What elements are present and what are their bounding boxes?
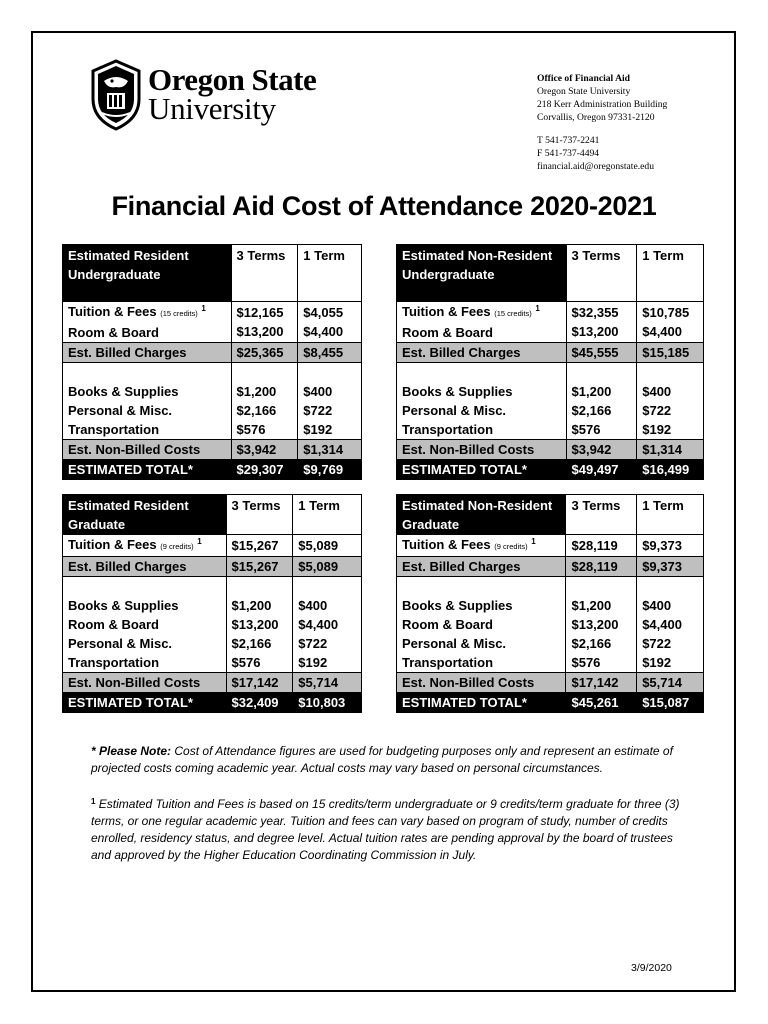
cell-1-term: $10,785 $4,400 <box>637 302 704 343</box>
cell-1-term: $4,055 $4,400 <box>298 302 362 343</box>
row-estimated-total: ESTIMATED TOTAL* $32,409 $10,803 <box>63 693 362 713</box>
table-nonresident-undergraduate <box>396 244 704 480</box>
cell-1-term: $9,373 <box>637 535 704 557</box>
table-heading: Estimated Non-Resident Graduate <box>397 495 566 535</box>
row-labels: Books & Supplies Room & Board Personal & Misc. Transportation <box>397 577 566 673</box>
address-line: 218 Kerr Administration Building <box>537 99 668 110</box>
col-1-term: 1 Term <box>298 245 362 302</box>
cell-1-term: $400 $722 $192 <box>298 363 362 440</box>
row-labels: Books & Supplies Personal & Misc. Transportation <box>63 363 232 440</box>
row-labels: Tuition & Fees (15 credits) $^1$ Room & Board <box>63 302 232 343</box>
row-billed-charges: Est. Billed Charges $25,365 $8,455 <box>63 343 362 363</box>
footnote <box>91 796 691 864</box>
row-estimated-total: ESTIMATED TOTAL* $49,497 $16,499 <box>397 460 704 480</box>
email: financial.aid@oregonstate.edu <box>537 161 654 172</box>
logo-line2: University <box>148 91 276 126</box>
table-heading: Estimated Resident Undergraduate <box>63 245 232 302</box>
row-non-billed-costs: Est. Non-Billed Costs $3,942 $1,314 <box>63 440 362 460</box>
row-labels: Books & Supplies Personal & Misc. Transportation <box>397 363 567 440</box>
footnote-mark: 1 <box>91 797 96 806</box>
col-3-terms: 3 Terms <box>566 245 637 302</box>
table-resident-graduate <box>62 494 362 713</box>
table-resident-undergraduate <box>62 244 362 480</box>
row-non-billed-costs: Est. Non-Billed Costs $3,942 $1,314 <box>397 440 704 460</box>
cell-3-terms: $32,355 $13,200 <box>566 302 637 343</box>
row-estimated-total: ESTIMATED TOTAL* $45,261 $15,087 <box>397 693 704 713</box>
row-labels: Tuition & Fees (15 credits) $^1$ Room & Board <box>397 302 567 343</box>
page-title: Financial Aid Cost of Attendance 2020-2021 <box>111 191 657 221</box>
phone: T 541-737-2241 <box>537 135 600 146</box>
col-3-terms: 3 Terms <box>231 245 298 302</box>
col-3-terms: 3 Terms <box>566 495 637 535</box>
cell-1-term: $400 $4,400 $722 $192 <box>293 577 362 673</box>
cell-3-terms: $1,200 $2,166 $576 <box>231 363 298 440</box>
table-nonresident-graduate <box>396 494 704 713</box>
note-label: * Please Note: <box>91 744 172 758</box>
please-note <box>91 743 691 777</box>
fax: F 541-737-4494 <box>537 148 600 159</box>
note-text: Cost of Attendance figures are used for budgeting purposes only and represent an estimate of projected costs coming academic year. Actual costs may vary based on personal circumstances. <box>91 744 673 775</box>
row-labels: Books & Supplies Room & Board Personal & Misc. Transportation <box>63 577 227 673</box>
cell-3-terms: $28,119 <box>566 535 637 557</box>
col-3-terms: 3 Terms <box>226 495 293 535</box>
table-heading: Estimated Non-Resident Undergraduate <box>397 245 567 302</box>
address-line: Oregon State University <box>537 86 631 97</box>
cell-3-terms: $1,200 $13,200 $2,166 $576 <box>566 577 637 673</box>
contact-block <box>537 72 667 173</box>
row-non-billed-costs: Est. Non-Billed Costs $17,142 $5,714 <box>397 673 704 693</box>
col-1-term: 1 Term <box>293 495 362 535</box>
col-1-term: 1 Term <box>637 245 704 302</box>
row-billed-charges: Est. Billed Charges $45,555 $15,185 <box>397 343 704 363</box>
document-date: 3/9/2020 <box>631 962 672 974</box>
osu-logo <box>90 59 320 135</box>
row-tuition-fees: Tuition & Fees (9 credits) $^1$ <box>63 535 227 557</box>
row-non-billed-costs: Est. Non-Billed Costs $17,142 $5,714 <box>63 673 362 693</box>
row-billed-charges: Est. Billed Charges $15,267 $5,089 <box>63 557 362 577</box>
cell-3-terms: $15,267 <box>226 535 293 557</box>
cell-3-terms: $12,165 $13,200 <box>231 302 298 343</box>
row-tuition-fees: Tuition & Fees (9 credits) $^1$ <box>397 535 566 557</box>
footnote-text: Estimated Tuition and Fees is based on 15 credits/term undergraduate or 9 credits/term graduate for three (3) terms, or one regular academic year. Tuition and fees can vary based on program of study, number of credits enrolled, residency status, and degree level. Actual tuition rates are pending approval by the board of trustees and approved by the Higher Education Coordinating Commission in July. <box>91 797 680 862</box>
col-1-term: 1 Term <box>637 495 704 535</box>
office-name: Office of Financial Aid <box>537 73 630 84</box>
cell-3-terms: $1,200 $13,200 $2,166 $576 <box>226 577 293 673</box>
osu-beaver-seal-icon <box>90 59 142 131</box>
cell-1-term: $400 $4,400 $722 $192 <box>637 577 704 673</box>
row-billed-charges: Est. Billed Charges $28,119 $9,373 <box>397 557 704 577</box>
cell-1-term: $5,089 <box>293 535 362 557</box>
cell-3-terms: $1,200 $2,166 $576 <box>566 363 637 440</box>
logo-line1: Oregon State <box>148 62 317 97</box>
cell-1-term: $400 $722 $192 <box>637 363 704 440</box>
table-heading: Estimated Resident Graduate <box>63 495 227 535</box>
row-estimated-total: ESTIMATED TOTAL* $29,307 $9,769 <box>63 460 362 480</box>
address-line: Corvallis, Oregon 97331-2120 <box>537 112 655 123</box>
